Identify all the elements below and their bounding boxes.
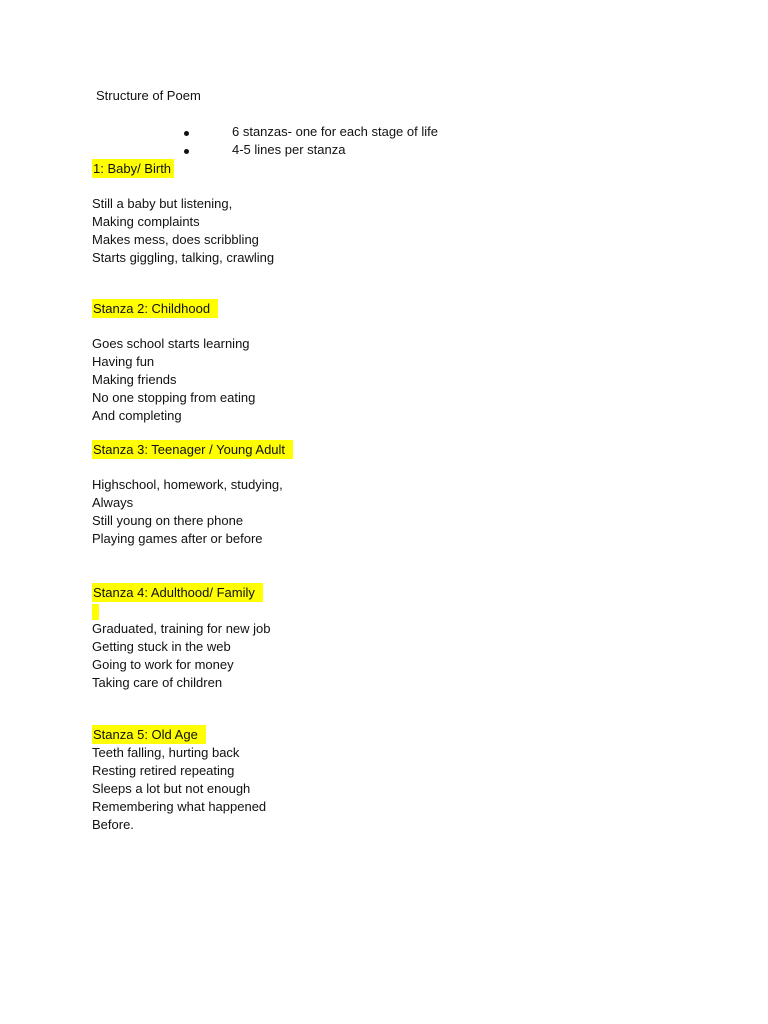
poem-line: Still young on there phone xyxy=(92,513,244,528)
poem-line: Makes mess, does scribbling xyxy=(92,232,259,247)
poem-line: Remembering what happened xyxy=(92,799,267,814)
stanza-1 xyxy=(92,159,692,267)
stanza-lines xyxy=(92,620,692,692)
poem-line: Highschool, homework, studying, xyxy=(92,477,283,492)
poem-line: Teeth falling, hurting back xyxy=(92,745,240,760)
document-title: Structure of Poem xyxy=(96,88,201,103)
stanza-heading: 1: Baby/ Birth xyxy=(92,159,174,178)
poem-line: And completing xyxy=(92,408,182,423)
stanza-heading: Stanza 4: Adulthood/ Family xyxy=(92,583,263,602)
poem-line: Playing games after or before xyxy=(92,531,263,546)
poem-line: Sleeps a lot but not enough xyxy=(92,781,251,796)
stanza-lines xyxy=(92,476,692,548)
stanza-3 xyxy=(92,440,692,548)
bullet-dot-icon xyxy=(184,149,189,154)
bullet-item xyxy=(0,124,768,142)
poem-line: Getting stuck in the web xyxy=(92,639,231,654)
highlight-mark xyxy=(92,604,99,620)
stanza-heading: Stanza 5: Old Age xyxy=(92,725,206,744)
bullet-list xyxy=(0,124,768,160)
stanza-lines xyxy=(92,744,692,834)
poem-line: Resting retired repeating xyxy=(92,763,235,778)
bullet-text: 6 stanzas- one for each stage of life xyxy=(232,124,438,139)
bullet-text: 4-5 lines per stanza xyxy=(232,142,346,157)
poem-line: Taking care of children xyxy=(92,675,223,690)
poem-line: Graduated, training for new job xyxy=(92,621,271,636)
stanza-lines xyxy=(92,335,692,425)
poem-line: No one stopping from eating xyxy=(92,390,256,405)
stanza-4 xyxy=(92,583,692,692)
stanza-heading: Stanza 3: Teenager / Young Adult xyxy=(92,440,293,459)
poem-line: Goes school starts learning xyxy=(92,336,250,351)
bullet-item xyxy=(0,142,768,160)
stanza-5 xyxy=(92,725,692,834)
poem-line: Before. xyxy=(92,817,134,832)
bullet-dot-icon xyxy=(184,131,189,136)
poem-line: Always xyxy=(92,495,134,510)
poem-line: Making friends xyxy=(92,372,177,387)
poem-line: Starts giggling, talking, crawling xyxy=(92,250,275,265)
poem-line: Having fun xyxy=(92,354,155,369)
stanza-lines xyxy=(92,195,692,267)
poem-line: Making complaints xyxy=(92,214,200,229)
poem-line: Going to work for money xyxy=(92,657,234,672)
poem-line: Still a baby but listening, xyxy=(92,196,233,211)
stanza-heading: Stanza 2: Childhood xyxy=(92,299,218,318)
stanza-2 xyxy=(92,299,692,425)
